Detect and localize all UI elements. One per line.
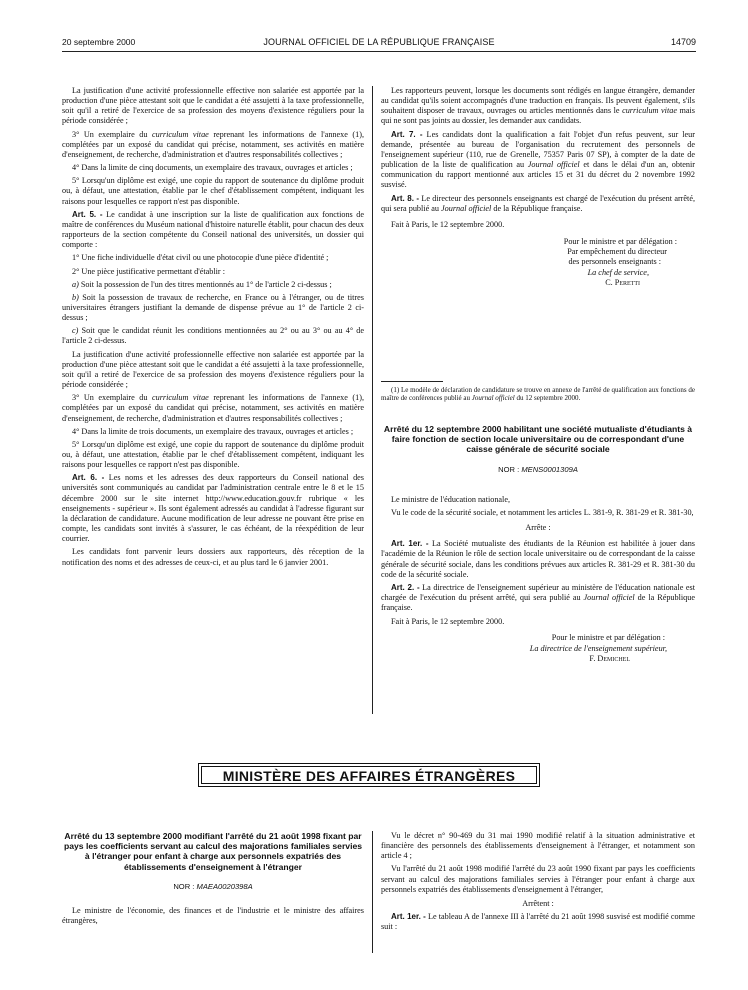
signature-title: La chef de service,: [587, 267, 649, 277]
nor-reference: NOR : MAEA0020398A: [173, 881, 253, 891]
header-page-number: 14709: [670, 37, 696, 47]
article-7: Art. 7. - Les candidats dont la qualification a fait l'objet d'un refus peuvent, sur leur demande, présentée au bureau de l'organisation du recrutement des personnels de l'enseignement supérieur (110, rue de Grenelle, 75357 Paris 07 SP), à compter de la date de publication de la liste de qualification au Journal officiel et dans le délai d'un an, obtenir communication du rapport mentionné aux articles 15 et 31 du décret du 2 novembre 1992 susvisé.: [381, 129, 695, 190]
article-8: Art. 8. - Le directeur des personnels enseignants est chargé de l'exécution du présent arrêté, qui sera publié au Journal officiel de la République française.: [381, 193, 696, 213]
paragraph: 1° Une fiche individuelle d'état civil ou une photocopie d'une pièce d'identité ;: [72, 253, 329, 263]
signature-name: C. Peretti: [605, 277, 640, 287]
decree-title: Arrêté du 13 septembre 2000 modifiant l'arrêté du 21 août 1998 fixant par pays les coefficients servant au calcul des majorations familiales servies à l'étranger pour enfant à charge aux personnels expatriés des établissements d'enseignement à l'étranger: [63, 831, 363, 872]
paragraph: 2° Une pièce justificative permettant d'établir :: [72, 266, 225, 276]
signature-line: des personnels enseignants :: [568, 257, 661, 267]
ministry-title: MINISTÈRE DES AFFAIRES ÉTRANGÈRES: [201, 766, 537, 784]
paragraph: 4° Dans la limite de trois documents, un exemplaire des travaux, ouvrages et articles ;: [72, 426, 354, 436]
paragraph: Le ministre de l'éducation nationale,: [391, 494, 511, 504]
page-header: [62, 37, 696, 51]
decree-title: Arrêté du 12 septembre 2000 habilitant une société mutualiste d'étudiants à faire fonction de section locale universitaire ou de correspondant d'une caisse générale de sécurité sociale: [383, 424, 693, 455]
paragraph: La justification d'une activité professionnelle effective non salariée est apportée par la production d'une pièce attestant soit que le candidat a été assujetti à la taxe professionnelle, soit qu'il a retiré de l'exercice de sa profession des moyens d'existence réguliers pour la période considérée ;: [62, 86, 364, 126]
paragraph: 3° Un exemplaire du curriculum vitae reprenant les informations de l'annexe (1), complétées par un exposé du candidat qui précise, notamment, ses activités en matière d'enseignement, de recherche, d'administration et d'autres responsabilités collectives ;: [62, 393, 364, 423]
paragraph: 4° Dans la limite de cinq documents, un exemplaire des travaux, ouvrages et articles ;: [72, 163, 353, 173]
signature-line: Par empêchement du directeur: [567, 247, 667, 257]
date-line: Fait à Paris, le 12 septembre 2000.: [391, 219, 505, 229]
signature-title: La directrice de l'enseignement supérieur,: [529, 643, 667, 653]
decree-block: [381, 424, 695, 664]
paragraph: Vu l'arrêté du 21 août 1998 modifié l'arrêté du 23 août 1990 fixant par pays les coefficients servant au calcul des majorations familiales servies à l'étranger pour enfant à charge aux personnels expatriés des établissements d'enseignement à l'étranger,: [381, 864, 695, 894]
paragraph: 5° Lorsqu'un diplôme est exigé, une copie du rapport de soutenance du diplôme produit ou, à défaut, une attestation, établie par le chef d'établissement compétent, indiquant les raisons pour lesquelles ce rapport n'est pas disponible.: [62, 439, 364, 470]
header-rule: [62, 51, 696, 52]
signature-name: F. Demichel: [589, 653, 630, 663]
signature-line: Pour le ministre et par délégation :: [551, 633, 665, 643]
paragraph: Vu le code de la sécurité sociale, et notamment les articles L. 381-9, R. 381-29 et R. 381-30,: [391, 507, 694, 517]
column-divider: [372, 86, 373, 714]
footnote-rule: [381, 381, 443, 382]
article-1: Art. 1er. - La Société mutualiste des étudiants de la Réunion est habilitée à jouer dans l'académie de la Réunion le rôle de section locale universitaire ou de correspondant de la caisse générale de sécurité sociale, dans les conditions prévues aux articles R. 381-29 et R. 381-30 du code de la sécurité sociale.: [381, 539, 695, 579]
header-journal-title: JOURNAL OFFICIEL DE LA RÉPUBLIQUE FRANÇAISE: [263, 37, 495, 47]
article-1: Art. 1er. - Le tableau A de l'annexe III à l'arrêté du 21 août 1998 susvisé est modifié comme suit :: [381, 912, 695, 932]
nor-reference: NOR : MENS0001309A: [498, 464, 578, 474]
article-5: Art. 5. - Le candidat à une inscription sur la liste de qualification aux fonctions de maître de conférences du Muséum national d'histoire naturelle établit, pour chacun des deux rapporteurs de la section compétente du Conseil national des universités, un dossier qui comporte :: [62, 209, 365, 250]
left-column: [62, 86, 364, 571]
paragraph: Les rapporteurs peuvent, lorsque les documents sont rédigés en langue étrangère, demander au candidat qu'ils soient accompagnés d'une traduction en français. Ils peuvent également, s'ils souhaitent disposer de travaux, ouvrages ou articles mentionnés dans le curriculum vitae mais qui ne sont pas joints au dossier, les demander aux candidats.: [381, 86, 695, 126]
paragraph: La justification d'une activité professionnelle effective non salariée est apportée par la production d'une pièce attestant soit que le candidat a été assujetti à la taxe professionnelle, soit qu'il a retiré de l'exercice de sa profession des moyens d'existence réguliers pour la période considérée ;: [62, 349, 364, 390]
column-divider: [372, 831, 373, 953]
paragraph: Les candidats font parvenir leurs dossiers aux rapporteurs, dès réception de la notification des noms et des adresses de ceux-ci, et au plus tard le 6 janvier 2001.: [62, 547, 364, 567]
paragraph: Le ministre de l'économie, des finances et de l'industrie et le ministre des affaires étrangères,: [62, 905, 364, 926]
paragraph: 5° Lorsqu'un diplôme est exigé, une copie du rapport de soutenance du diplôme produit ou, à défaut, une attestation, établie par le chef d'établissement compétent, indiquant les raisons pour lesquelles ce rapport n'est pas disponible.: [62, 176, 364, 206]
header-date: 20 septembre 2000: [62, 37, 136, 47]
right-column: [381, 86, 695, 288]
paragraph: b) Soit la possession de travaux de recherche, en France ou à l'étranger, ou de titres universitaires étrangers justifiant la demande de dispense prévue au 1° de l'article 2 ci-dessus ;: [62, 292, 364, 323]
paragraph: a) Soit la possession de l'un des titres mentionnés au 1° de l'article 2 ci-dessus ;: [72, 279, 332, 289]
article-2: Art. 2. - La directrice de l'enseignement supérieur au ministère de l'éducation nationale est chargée de l'exécution du présent arrêté, qui sera publié au Journal officiel de la République française.: [381, 582, 695, 613]
paragraph: c) Soit que le candidat réunit les conditions mentionnées au 2° ou au 3° ou au 4° de l'article 2 ci-dessus.: [62, 326, 364, 346]
article-6: Art. 6. - Les noms et les adresses des deux rapporteurs du Conseil national des universités sont communiqués au candidat par l'administration centrale entre le 8 et le 15 décembre 2000 sur le site internet http://www.education.gouv.fr rubrique « les enseignements - supérieur ». Ils sont également adressés au candidat à l'adresse figurant sur la déclaration de candidature. Aucune modification de leur adresse ne pouvant être prise en compte, les candidats sont invités à s'assurer, le cas échéant, de la réexpédition de leur courrier.: [62, 473, 364, 544]
bottom-left-column: [62, 831, 364, 929]
footnote: (1) Le modèle de déclaration de candidature se trouve en annexe de l'arrêté de qualification aux fonctions de maître de conférences publié au Journal officiel du 12 septembre 2000.: [381, 386, 695, 403]
date-line: Fait à Paris, le 12 septembre 2000.: [391, 617, 505, 627]
paragraph: 3° Un exemplaire du curriculum vitae reprenant les informations de l'annexe (1), complétées par un exposé du candidat qui précise, notamment, ses activités en matière d'enseignement, de recherche, d'administration et d'autres responsabilités collectives ;: [62, 129, 364, 159]
bottom-right-column: [381, 831, 695, 935]
paragraph: Vu le décret n° 90-469 du 31 mai 1990 modifié relatif à la situation administrative et financière des personnels des établissements d'enseignement à l'étranger, et notamment son article 4 ;: [381, 831, 695, 861]
arretent-line: Arrêtent :: [522, 898, 554, 908]
arrete-line: Arrête :: [525, 523, 551, 533]
ministry-banner: [198, 763, 540, 787]
signature-line: Pour le ministre et par délégation :: [563, 237, 677, 247]
